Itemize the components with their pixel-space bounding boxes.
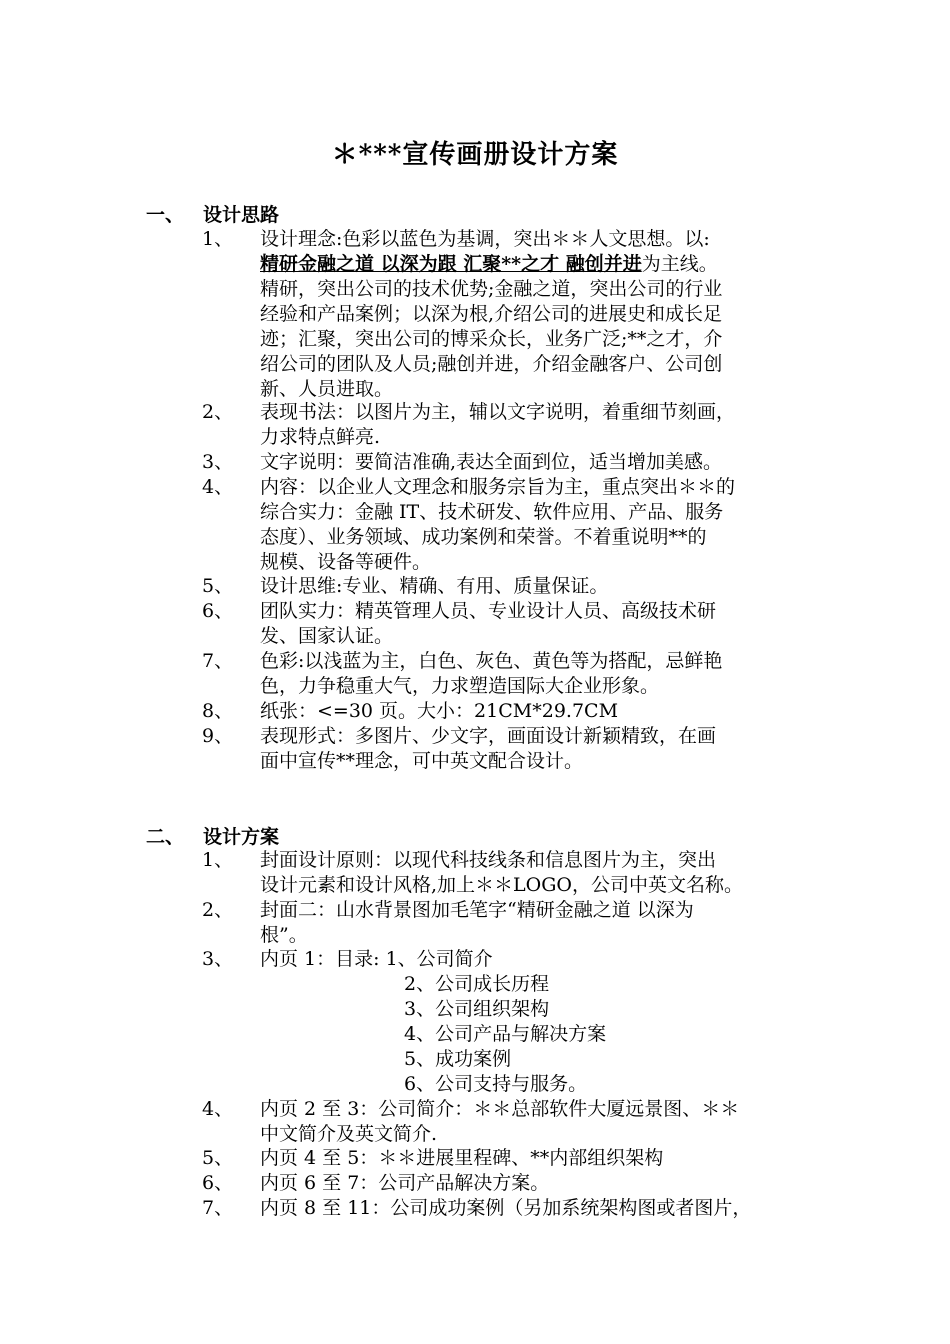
section-number: 二、 [146, 826, 185, 848]
list-item [202, 1171, 842, 1196]
document-title: ＊***宣传画册设计方案 [331, 140, 619, 170]
item-line: 表现书法：以图片为主，辅以文字说明，着重细节刻画， [260, 401, 736, 423]
item-line [260, 252, 820, 277]
item-line: 设计思维:专业、精确、有用、质量保证。 [260, 575, 609, 597]
item-line: 团队实力：精英管理人员、专业设计人员、高级技术研 [260, 600, 717, 622]
list-item [202, 1196, 842, 1221]
list-item [202, 450, 842, 475]
item-line: 经验和产品案例；以深为根,介绍公司的进展史和成长足 [260, 303, 723, 325]
item-line: 设计理念:色彩以蓝色为基调，突出＊＊人文思想。以: [260, 228, 710, 250]
section-number: 一、 [146, 204, 185, 226]
item-number: 7、 [202, 650, 234, 672]
list-item [202, 475, 842, 575]
item-line: 精研，突出公司的技术优势;金融之道，突出公司的行业 [260, 278, 723, 300]
item-number: 2、 [202, 401, 234, 423]
item-number: 3、 [202, 948, 234, 970]
toc-entry: 3、公司组织架构 [404, 998, 550, 1020]
list-item [202, 574, 842, 599]
section-heading-2 [146, 822, 279, 849]
section-title: 设计思路 [203, 204, 280, 226]
item-line: 综合实力：金融 IT、技术研发、软件应用、产品、服务 [260, 501, 724, 523]
item-line: 内页 4 至 5：＊＊进展里程碑、**内部组织架构 [260, 1147, 664, 1169]
item-line: 内页 6 至 7：公司产品解决方案。 [260, 1172, 550, 1194]
item-line: 封面二：山水背景图加毛笔字“精研金融之道 以深为 [260, 899, 694, 921]
item-line: 中文简介及英文简介. [260, 1123, 438, 1145]
item-number: 4、 [202, 1098, 234, 1120]
list-item [202, 724, 842, 774]
item-line: 态度）、业务领域、成功案例和荣誉。不着重说明**的 [260, 526, 707, 548]
item-text: 为主线。 [641, 253, 718, 275]
toc-entry: 6、公司支持与服务。 [404, 1073, 588, 1095]
item-line: 迹；汇聚，突出公司的博采众长，业务广泛;**之才，介 [260, 328, 723, 350]
list-item [202, 599, 842, 649]
item-line: 内页 2 至 3：公司简介：＊＊总部软件大厦远景图、＊＊ [260, 1098, 740, 1120]
item-number: 5、 [202, 575, 234, 597]
item-line: 封面设计原则：以现代科技线条和信息图片为主，突出 [260, 849, 717, 871]
item-line: 内页 8 至 11：公司成功案例（另加系统架构图或者图片， [260, 1197, 752, 1219]
item-number: 7、 [202, 1197, 234, 1219]
item-line: 文字说明：要简洁准确,表达全面到位，适当增加美感。 [260, 451, 723, 473]
item-number: 5、 [202, 1147, 234, 1169]
item-line: 色，力争稳重大气，力求塑造国际大企业形象。 [260, 675, 660, 697]
item-line: 色彩:以浅蓝为主，白色、灰色、黄色等为搭配，忌鲜艳 [260, 650, 723, 672]
toc-entry: 5、成功案例 [404, 1048, 512, 1070]
item-line: 内容：以企业人文理念和服务宗旨为主，重点突出＊＊的 [260, 476, 736, 498]
item-number: 8、 [202, 700, 234, 722]
item-number: 3、 [202, 451, 234, 473]
item-line: 规模、设备等硬件。 [260, 551, 432, 573]
item-line: 面中宣传**理念，可中英文配合设计。 [260, 750, 584, 772]
item-number: 1、 [202, 228, 234, 250]
toc-entry: 4、公司产品与解决方案 [404, 1023, 607, 1045]
item-line: 表现形式：多图片、少文字，画面设计新颖精致，在画 [260, 725, 717, 747]
item-line: 纸张：<=30 页。大小：21CM*29.7CM [260, 700, 619, 722]
item-number: 6、 [202, 600, 234, 622]
list-item [202, 699, 842, 724]
item-line: 发、国家认证。 [260, 625, 394, 647]
item-line: 根”。 [260, 924, 308, 946]
item-line: 设计元素和设计风格,加上＊＊LOGO，公司中英文名称。 [260, 874, 743, 896]
item-line: 内页 1：目录: 1、公司简介 [260, 948, 493, 970]
item-number: 9、 [202, 725, 234, 747]
item-number: 6、 [202, 1172, 234, 1194]
section-title: 设计方案 [203, 826, 280, 848]
list-item [202, 947, 842, 972]
list-item [202, 227, 842, 402]
item-number: 2、 [202, 899, 234, 921]
list-item [202, 400, 842, 450]
item-number: 4、 [202, 476, 234, 498]
list-item [202, 848, 842, 898]
item-number: 1、 [202, 849, 234, 871]
list-item [202, 1146, 842, 1171]
toc-entry: 2、公司成长历程 [404, 973, 550, 995]
item-line: 新、人员进取。 [260, 378, 394, 400]
list-item [202, 1097, 842, 1147]
section-heading-1 [146, 200, 279, 227]
list-item [202, 898, 842, 948]
item-line: 力求特点鲜亮. [260, 426, 381, 448]
list-item [202, 649, 842, 699]
underlined-slogan: 精研金融之道 以深为跟 汇聚**之才 融创并进 [260, 253, 642, 275]
item-line: 绍公司的团队及人员;融创并进，介绍金融客户、公司创 [260, 353, 723, 375]
